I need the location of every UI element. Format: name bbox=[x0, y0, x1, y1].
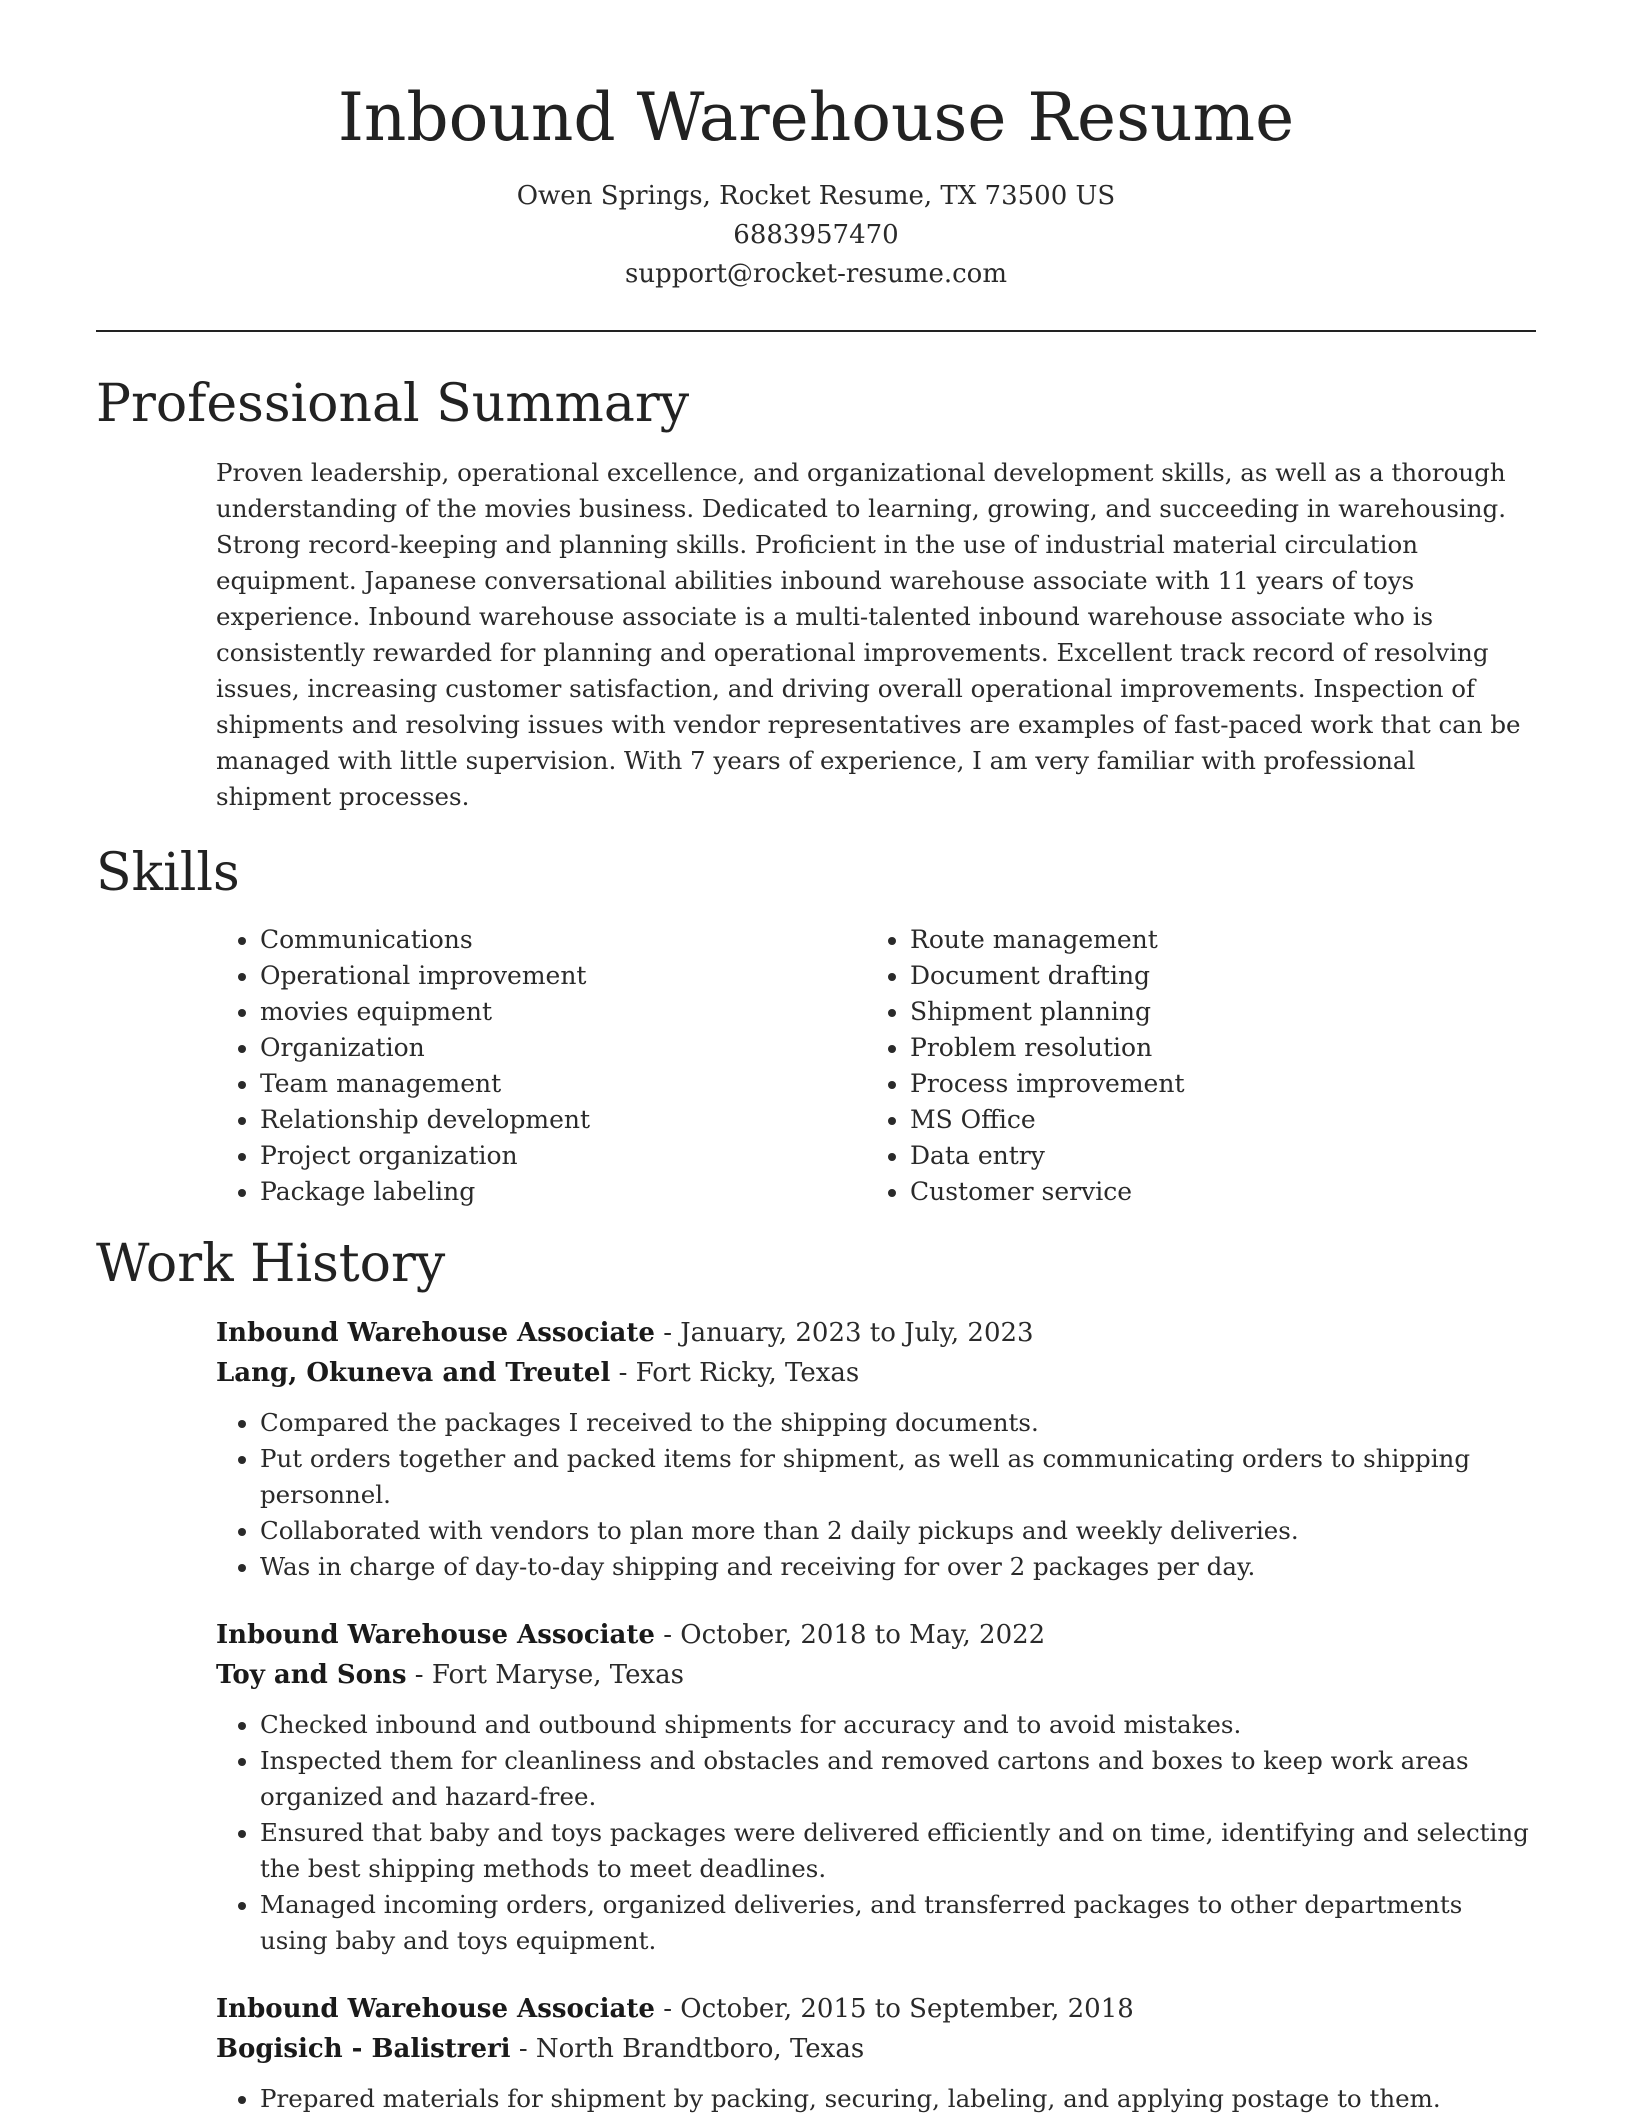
job-company-line bbox=[216, 2029, 1536, 2069]
skill-item: • Package labeling bbox=[260, 1174, 866, 1210]
skills-heading: Skills bbox=[96, 842, 240, 903]
job-role: Inbound Warehouse Associate bbox=[216, 1994, 655, 2025]
job-company-line bbox=[216, 1655, 1536, 1695]
job-bullet: • Managed incoming orders, organized deliveries, and transferred packages to other departments using baby and toys equipment. bbox=[260, 1887, 1536, 1959]
job-bullet: • Inspected them for cleanliness and obstacles and removed cartons and boxes to keep work areas organized and hazard-free. bbox=[260, 1743, 1536, 1815]
job-title-line bbox=[216, 1989, 1536, 2029]
job-dates: - January, 2023 to July, 2023 bbox=[654, 1318, 1034, 1349]
skill-item: • Operational improvement bbox=[260, 958, 866, 994]
work-history-section bbox=[96, 1233, 1536, 2117]
job-company: Lang, Okuneva and Treutel bbox=[216, 1358, 611, 1389]
job-title-line bbox=[216, 1615, 1536, 1655]
skills-column-left bbox=[216, 922, 866, 1210]
resume-header bbox=[96, 0, 1536, 294]
email-address: support@rocket-resume.com bbox=[624, 258, 1007, 289]
job-bullet: • Checked inbound and outbound shipments for accuracy and to avoid mistakes. bbox=[260, 1707, 1536, 1743]
skill-item: • MS Office bbox=[910, 1102, 1185, 1138]
job-bullet: • Collaborated with vendors to plan more than 2 daily pickups and weekly deliveries. bbox=[260, 1513, 1536, 1549]
skill-item: • movies equipment bbox=[260, 994, 866, 1030]
job-location: - Fort Ricky, Texas bbox=[610, 1358, 860, 1389]
skill-item: • Relationship development bbox=[260, 1102, 866, 1138]
skills-section bbox=[96, 842, 1536, 1210]
summary-heading: Professional Summary bbox=[96, 373, 690, 434]
job-role: Inbound Warehouse Associate bbox=[216, 1318, 655, 1349]
job-bullet: • Prepared materials for shipment by packing, securing, labeling, and applying postage to them. bbox=[260, 2081, 1536, 2117]
work-history-heading: Work History bbox=[96, 1233, 446, 1294]
job-location: - North Brandtboro, Texas bbox=[510, 2034, 865, 2065]
job-company-line bbox=[216, 1353, 1536, 1393]
skill-item: • Communications bbox=[260, 922, 866, 958]
skill-item: • Document drafting bbox=[910, 958, 1185, 994]
skill-item: • Shipment planning bbox=[910, 994, 1185, 1030]
job-location: - Fort Maryse, Texas bbox=[406, 1660, 684, 1691]
job-bullets bbox=[216, 1707, 1536, 1959]
job-bullet: • Was in charge of day-to-day shipping and receiving for over 2 packages per day. bbox=[260, 1549, 1536, 1585]
job-dates: - October, 2018 to May, 2022 bbox=[654, 1620, 1046, 1651]
job-bullet: • Put orders together and packed items for shipment, as well as communicating orders to shipping personnel. bbox=[260, 1441, 1536, 1513]
job-bullet: • Ensured that baby and toys packages were delivered efficiently and on time, identifying and selecting the best shipping methods to meet deadlines. bbox=[260, 1815, 1536, 1887]
job-dates: - October, 2015 to September, 2018 bbox=[654, 1994, 1134, 2025]
header-divider bbox=[96, 330, 1536, 332]
job-entry bbox=[216, 1313, 1536, 1585]
skill-item: • Team management bbox=[260, 1066, 866, 1102]
skills-grid bbox=[216, 922, 1536, 1210]
skill-item: • Customer service bbox=[910, 1174, 1185, 1210]
skill-item: • Problem resolution bbox=[910, 1030, 1185, 1066]
summary-paragraph: Proven leadership, operational excellence, and organizational development skills, as well as a thorough understanding of the movies business. Dedicated to learning, growing, and succeeding in warehousing. Strong record-keeping and planning skills. Proficient in the use of industrial material circulation equipment. Japanese conversational abilities inbound warehouse associate with 11 years of toys experience. Inbound warehouse associate is a multi-talented inbound warehouse associate who is consistently rewarded for planning and operational improvements. Excellent track record of resolving issues, increasing customer satisfaction, and driving overall operational improvements. Inspection of shipments and resolving issues with vendor representatives are examples of fast-paced work that can be managed with little supervision. With 7 years of experience, I am very familiar with professional shipment processes. bbox=[216, 457, 1521, 811]
skill-item: • Data entry bbox=[910, 1138, 1185, 1174]
skill-item: • Process improvement bbox=[910, 1066, 1185, 1102]
job-bullets bbox=[216, 1405, 1536, 1585]
job-title-line bbox=[216, 1313, 1536, 1353]
job-company: Bogisich - Balistreri bbox=[216, 2034, 511, 2065]
job-bullet: • Compared the packages I received to the shipping documents. bbox=[260, 1405, 1536, 1441]
skills-column-right bbox=[866, 922, 1185, 1210]
skill-item: • Project organization bbox=[260, 1138, 866, 1174]
phone-number: 6883957470 bbox=[733, 219, 899, 250]
address: Owen Springs, Rocket Resume, TX 73500 US bbox=[516, 180, 1116, 211]
skill-item: • Route management bbox=[910, 922, 1185, 958]
skill-item: • Organization bbox=[260, 1030, 866, 1066]
resume-title: Inbound Warehouse Resume bbox=[337, 79, 1295, 156]
job-entry bbox=[216, 1989, 1536, 2117]
professional-summary-section bbox=[96, 373, 1536, 815]
job-entry bbox=[216, 1615, 1536, 1959]
job-company: Toy and Sons bbox=[216, 1660, 407, 1691]
job-role: Inbound Warehouse Associate bbox=[216, 1620, 655, 1651]
